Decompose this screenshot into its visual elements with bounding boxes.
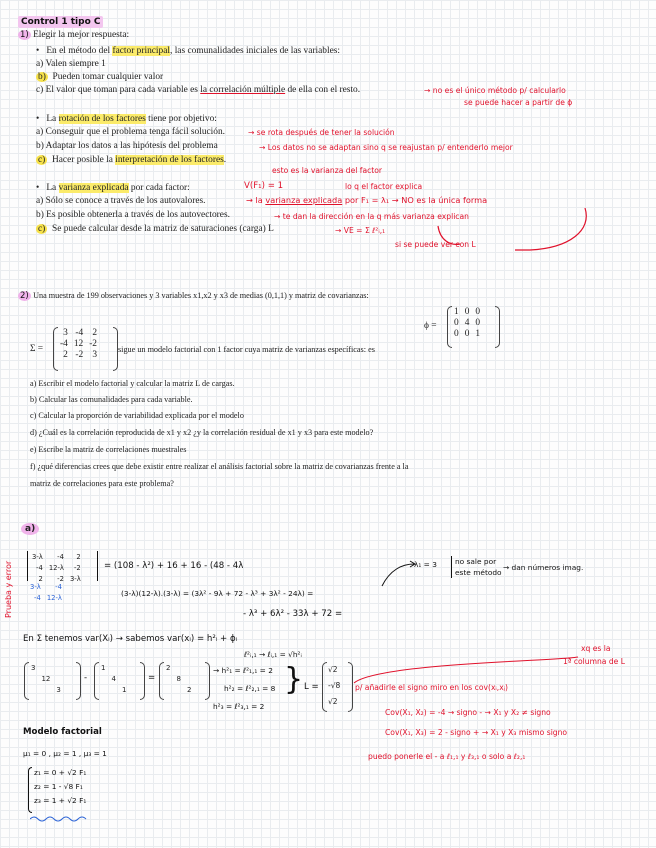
highlight-rotacion: rotación de los factores bbox=[58, 114, 146, 124]
page-title bbox=[18, 11, 103, 29]
note-b3-lo: lo q el factor explica bbox=[345, 182, 423, 191]
q2-intro: Una muestra de 199 observaciones y 3 variables x1,x2 y x3 de medias (0,1,1) y matriz de covarianzas: bbox=[33, 291, 369, 300]
det-side: 3-λ -4 -4 12-λ bbox=[30, 582, 62, 602]
sigma-matrix: 3 -4 2 -4 12 -2 2 -2 3 bbox=[53, 327, 100, 360]
q1-b1-option-b: b) Pueden tomar cualquier valor bbox=[38, 72, 164, 82]
q1-b3-option-c: c) Se puede calcular desde la matriz de saturaciones (carga) L bbox=[38, 224, 274, 234]
cov-line-3: puedo ponerle el - a ℓ₁,₁ y ℓ₃,₁ o solo a ℓ₂,₁ bbox=[368, 752, 526, 761]
h2-line: h²₂ = ℓ²₂,₁ = 8 bbox=[224, 684, 276, 693]
det-matrix: 3-λ -4 2 -4 12-λ -2 2 -2 3-λ bbox=[27, 551, 84, 584]
q1-b3-option-b: b) Es posible obtenerla a través de los autovectores. bbox=[36, 210, 230, 220]
phi-label: ϕ = bbox=[424, 321, 437, 331]
q1-b1-option-c: c) El valor que toman para cada variable es la correlación múltiple de ella con el resto. bbox=[36, 85, 361, 95]
lambda-note3: → dan números imag. bbox=[503, 563, 584, 572]
brace: } bbox=[284, 662, 304, 697]
q1-b2-option-c: c) Hacer posible la interpretación de los factores. bbox=[38, 155, 227, 165]
L-note1: xq es la bbox=[581, 644, 611, 653]
note-b3-a: → la varianza explicada por F₁ = λ₁ → NO es la única forma bbox=[246, 195, 488, 205]
L-vector: √2 -√8 √2 bbox=[322, 662, 340, 710]
sigma-text: sigue un modelo factorial con 1 factor cuya matriz de varianzas específicas: es bbox=[118, 345, 375, 354]
note-b1-1: → no es el único método p/ calcularlo bbox=[424, 86, 566, 95]
phi-matrix: 1 0 0 0 4 0 0 0 1 bbox=[447, 306, 483, 339]
q2-number: 2) bbox=[20, 291, 29, 301]
note-b3-b: → te dan la dirección en la q más varianza explican bbox=[274, 212, 469, 221]
note-b3-c: → VE = Σ ℓ²ᵢ,₁ bbox=[335, 226, 386, 235]
note-b2-a: → se rota después de tener la solución bbox=[248, 128, 395, 137]
sigma-diag: 3 12 3 bbox=[24, 662, 64, 695]
selected-answer-mark: c) bbox=[38, 155, 46, 165]
title-text: Control 1 tipo C bbox=[18, 16, 103, 28]
minus-sign: - bbox=[84, 673, 88, 683]
q2-item-e: e) Escribe la matriz de correlaciones muestrales bbox=[30, 445, 187, 454]
note-b3-top: esto es la varianza del factor bbox=[272, 166, 383, 175]
q2-item-a: a) Escribir el modelo factorial y calcular la matriz L de cargas. bbox=[30, 379, 235, 388]
q1-heading bbox=[18, 30, 129, 40]
wavy-underline bbox=[30, 815, 90, 823]
det-line3: - λ³ + 6λ² - 33λ + 72 = bbox=[243, 609, 343, 619]
h3-line: h²₃ = ℓ²₃,₁ = 2 bbox=[213, 702, 265, 711]
q2-item-d: d) ¿Cuál es la correlación reproducida de x1 y x2 ¿y la correlación residual de x1 y x3 para este modelo? bbox=[30, 428, 374, 437]
sigma-label: Σ = bbox=[30, 344, 44, 354]
h-diag: 2 8 2 bbox=[159, 662, 194, 695]
model-eq-1: z₁ = 0 + √2 F₁ bbox=[34, 768, 87, 777]
q2-item-b: b) Calcular las comunalidades para cada variable. bbox=[30, 395, 193, 404]
model-eq-2: z₂ = 1 - √8 F₁ bbox=[34, 782, 83, 791]
q1-b3-stem: • La varianza explicada por cada factor: bbox=[36, 183, 190, 193]
det-line2: (3-λ)(12-λ).(3-λ) = (3λ² - 9λ + 72 - λ³ + 3λ² - 24λ) = bbox=[121, 589, 314, 598]
highlight-factor-principal: factor principal bbox=[112, 46, 170, 56]
model-title: Modelo factorial bbox=[23, 727, 102, 737]
phi-diag: 1 4 1 bbox=[94, 662, 129, 695]
lambda-note2: este método bbox=[455, 568, 502, 577]
selected-answer-mark: c) bbox=[38, 224, 46, 234]
lambda-note1: no sale por bbox=[455, 557, 497, 566]
loading-formula: ℓ²ᵢ,₁ → ℓᵢ,₁ = √h²ᵢ bbox=[244, 650, 302, 659]
note-b3-c2: si se puede ver con L bbox=[395, 240, 476, 249]
L-note2: 1ª columna de L bbox=[563, 657, 625, 666]
q1-prompt: Elegir la mejor respuesta: bbox=[33, 30, 130, 40]
q1-b2-stem: • La rotación de los factores tiene por objetivo: bbox=[36, 114, 217, 124]
arrow-annotation bbox=[380, 200, 600, 260]
q1-number: 1) bbox=[20, 30, 29, 40]
q2-item-f-cont: matriz de correlaciones para este problema? bbox=[30, 479, 174, 488]
model-eq-3: z₃ = 1 + √2 F₁ bbox=[34, 796, 87, 805]
side-label: Prueba y error bbox=[4, 560, 13, 618]
L-label: L = bbox=[304, 682, 319, 692]
q2-item-f: f) ¿qué diferencias crees que debe existir entre realizar el análisis factorial sobre la matriz de covarianzas frente a la bbox=[30, 462, 409, 471]
note-b2-b: → Los datos no se adaptan sino q se reajustan p/ entenderlo mejor bbox=[259, 143, 513, 152]
lambda-value: λ₁ = 3 bbox=[414, 560, 437, 569]
highlight-varianza: varianza explicada bbox=[58, 183, 129, 193]
arrow-annotation bbox=[338, 655, 588, 690]
q1-b1-stem: • En el método del factor principal, las comunalidades iniciales de las variables: bbox=[36, 46, 340, 56]
note-b1-2: se puede hacer a partir de ϕ bbox=[464, 98, 573, 107]
equals-sign: = bbox=[148, 673, 156, 683]
h1-line: → h²₁ = ℓ²₁,₁ = 2 bbox=[213, 666, 273, 675]
selected-answer-mark: b) bbox=[38, 72, 46, 82]
q2-heading bbox=[18, 291, 369, 301]
q2-item-c: c) Calcular la proporción de variabilidad explicada por el modelo bbox=[30, 411, 244, 420]
sign-note: p/ añadirle el signo miro en los cov(xᵢ,xⱼ) bbox=[355, 683, 508, 692]
means-line: μ₁ = 0 , μ₂ = 1 , μ₃ = 1 bbox=[23, 749, 107, 758]
det-equation: = (108 - λ²) + 16 + 16 - (48 - 4λ bbox=[104, 561, 244, 571]
note-b3-vf: V(F₁) = 1 bbox=[244, 181, 284, 191]
q1-b3-option-a: a) Sólo se conoce a través de los autovalores. bbox=[36, 196, 206, 206]
solution-label: a) bbox=[21, 518, 39, 536]
cov-line-2: Cov(X₁, X₃) = 2 - signo + → X₁ y X₃ mismo signo bbox=[385, 728, 568, 737]
q1-b1-option-a: a) Valen siempre 1 bbox=[36, 59, 106, 69]
q1-b2-option-b: b) Adaptar los datos a las hipótesis del problema bbox=[36, 141, 218, 151]
cov-line-1: Cov(X₁, X₂) = -4 → signo - → X₁ y X₂ ≠ signo bbox=[385, 708, 551, 717]
sigma-var-line: En Σ tenemos var(Xᵢ) → sabemos var(xᵢ) = h²ᵢ + ϕᵢ bbox=[23, 634, 238, 644]
q1-b2-option-a: a) Conseguir que el problema tenga fácil solución. bbox=[36, 127, 226, 137]
